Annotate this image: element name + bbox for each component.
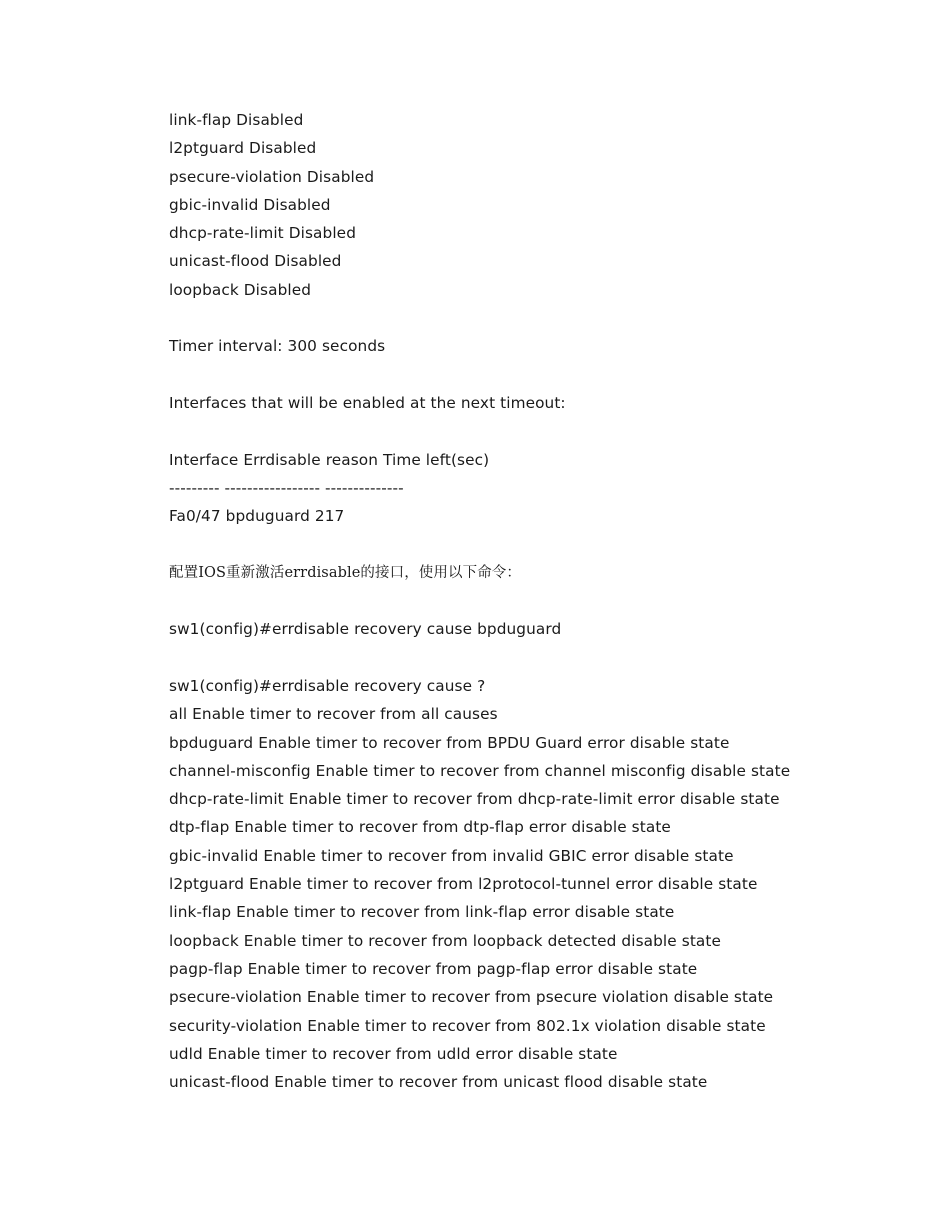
cause-option-dhcp-rate-limit: dhcp-rate-limit Enable timer to recover from dhcp-rate-limit error disable state	[169, 790, 780, 809]
timer-interval-line: Timer interval: 300 seconds	[169, 337, 386, 356]
cause-option-pagp-flap: pagp-flap Enable timer to recover from pagp-flap error disable state	[169, 959, 698, 978]
document-body	[169, 106, 909, 1096]
status-line-dhcp-rate-limit: dhcp-rate-limit Disabled	[169, 224, 357, 243]
cause-option-gbic-invalid: gbic-invalid Enable timer to recover from invalid GBIC error disable state	[169, 846, 734, 865]
cause-option-unicast-flood: unicast-flood Enable timer to recover from unicast flood disable state	[169, 1073, 708, 1092]
spacer	[169, 304, 909, 332]
spacer	[169, 530, 909, 558]
table-separator: --------- ----------------- --------------	[169, 478, 404, 497]
command-recovery-help: sw1(config)#errdisable recovery cause ?	[169, 676, 486, 695]
interfaces-heading: Interfaces that will be enabled at the next timeout:	[169, 393, 566, 412]
spacer	[169, 644, 909, 672]
cause-option-channel-misconfig: channel-misconfig Enable timer to recover from channel misconfig disable state	[169, 761, 791, 780]
cause-option-loopback: loopback Enable timer to recover from loopback detected disable state	[169, 931, 722, 950]
table-row: Fa0/47 bpduguard 217	[169, 507, 345, 526]
spacer	[169, 587, 909, 615]
command-recovery-bpduguard: sw1(config)#errdisable recovery cause bpduguard	[169, 620, 562, 639]
cause-option-bpduguard: bpduguard Enable timer to recover from BPDU Guard error disable state	[169, 733, 730, 752]
status-line-unicast-flood: unicast-flood Disabled	[169, 252, 342, 271]
cause-option-udld: udld Enable timer to recover from udld error disable state	[169, 1044, 618, 1063]
status-line-gbic-invalid: gbic-invalid Disabled	[169, 195, 331, 214]
table-header: Interface Errdisable reason Time left(sec)	[169, 450, 490, 469]
cause-option-dtp-flap: dtp-flap Enable timer to recover from dtp-flap error disable state	[169, 818, 671, 837]
cause-option-link-flap: link-flap Enable timer to recover from link-flap error disable state	[169, 903, 675, 922]
spacer	[169, 417, 909, 445]
cause-option-l2ptguard: l2ptguard Enable timer to recover from l2protocol-tunnel error disable state	[169, 875, 758, 894]
spacer	[169, 361, 909, 389]
status-line-loopback: loopback Disabled	[169, 280, 312, 299]
cause-option-all: all Enable timer to recover from all causes	[169, 705, 498, 724]
status-line-psecure-violation: psecure-violation Disabled	[169, 167, 375, 186]
status-line-link-flap: link-flap Disabled	[169, 111, 304, 129]
chinese-instruction: 配置IOS重新激活errdisable的接口，使用以下命令：	[169, 564, 521, 581]
cause-option-psecure-violation: psecure-violation Enable timer to recover from psecure violation disable state	[169, 988, 774, 1007]
cause-option-security-violation: security-violation Enable timer to recover from 802.1x violation disable state	[169, 1016, 766, 1035]
status-line-l2ptguard: l2ptguard Disabled	[169, 139, 317, 158]
